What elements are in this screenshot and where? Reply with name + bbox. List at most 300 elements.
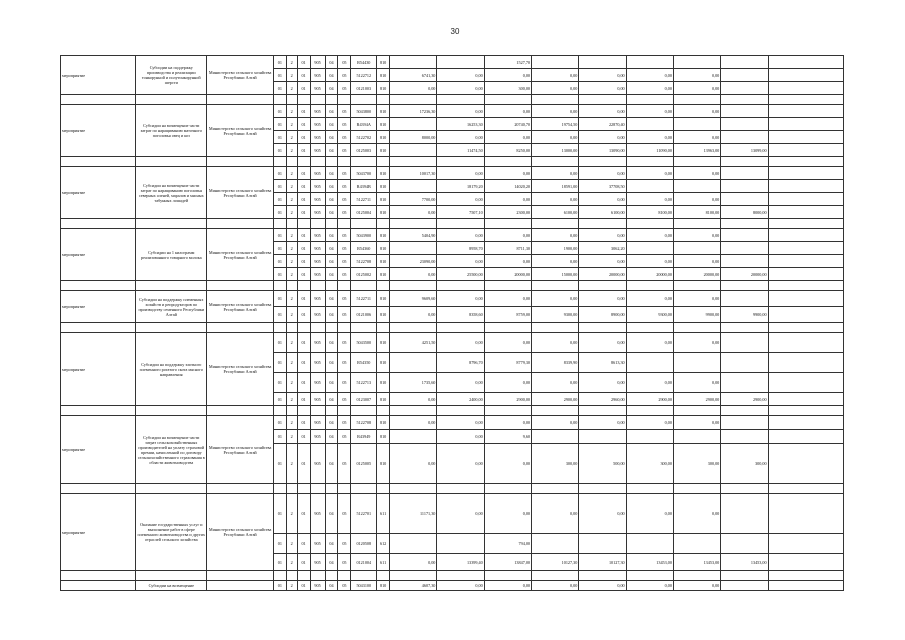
budget-code-cell: 905 (310, 307, 325, 323)
budget-code-cell: 05 (338, 353, 351, 373)
empty-cell (207, 157, 274, 167)
amount-cell (768, 131, 843, 144)
amount-cell: 0,00 (626, 131, 673, 144)
amount-cell (437, 56, 484, 69)
amount-cell: 0,00 (579, 229, 626, 242)
empty-cell (136, 219, 207, 229)
amount-cell (626, 430, 673, 444)
budget-code-cell: 04 (325, 554, 338, 571)
budget-code-cell: 905 (310, 534, 325, 554)
budget-code-cell: 905 (310, 242, 325, 255)
measure-name-cell: Субсидии на 1 килограмм реализованного товарного молока (136, 229, 207, 281)
budget-code-cell: 810 (377, 167, 390, 180)
empty-cell (61, 406, 136, 416)
empty-cell (377, 281, 390, 291)
amount-cell (768, 430, 843, 444)
empty-cell (768, 219, 843, 229)
amount-cell: 0,00 (532, 373, 579, 393)
budget-code-cell: 01 (297, 180, 310, 193)
amount-cell: 20000,00 (673, 268, 720, 281)
amount-cell: 0,00 (532, 291, 579, 307)
executor-cell: Министерство сельского хозяйства Республики Алтай (207, 229, 274, 281)
amount-cell (768, 180, 843, 193)
budget-code-cell: 905 (310, 444, 325, 484)
amount-cell (626, 118, 673, 131)
budget-code-cell: 2 (286, 416, 297, 430)
empty-cell (437, 281, 484, 291)
budget-code-cell: 810 (377, 333, 390, 353)
empty-cell (286, 323, 297, 333)
amount-cell: 0,00 (532, 105, 579, 118)
budget-code-cell: 01 (297, 69, 310, 82)
budget-code-cell: 01 (297, 291, 310, 307)
budget-code-cell: 01 (273, 255, 286, 268)
budget-code-cell: 0125005 (351, 444, 377, 484)
empty-cell (351, 219, 377, 229)
empty-cell (297, 484, 310, 494)
measure-type-cell: мероприятие (61, 105, 136, 157)
budget-code-cell: 2 (286, 180, 297, 193)
empty-cell (768, 323, 843, 333)
empty-cell (310, 571, 325, 581)
budget-code-cell: 810 (377, 193, 390, 206)
table-row (61, 291, 844, 307)
amount-cell: 0,00 (579, 373, 626, 393)
empty-cell (721, 406, 768, 416)
budget-code-cell: 01 (273, 444, 286, 484)
empty-cell (484, 157, 531, 167)
amount-cell (673, 242, 720, 255)
amount-cell: 13453,00 (673, 554, 720, 571)
budget-code-cell: 05 (338, 193, 351, 206)
amount-cell: 300,00 (484, 82, 531, 95)
empty-cell (207, 406, 274, 416)
budget-code-cell: 810 (377, 307, 390, 323)
amount-cell: 0,00 (437, 69, 484, 82)
budget-code-cell: 05 (338, 291, 351, 307)
amount-cell (390, 430, 437, 444)
budget-code-cell: 04 (325, 581, 338, 591)
amount-cell: 0,00 (673, 581, 720, 591)
amount-cell: 0,00 (437, 255, 484, 268)
budget-code-cell: 05 (338, 333, 351, 353)
measure-type-cell: мероприятие (61, 56, 136, 95)
empty-cell (377, 484, 390, 494)
amount-cell: 0,00 (673, 291, 720, 307)
block-separator-row (61, 484, 844, 494)
budget-code-cell: 01 (273, 118, 286, 131)
budget-code-cell: 5043800 (351, 105, 377, 118)
empty-cell (626, 484, 673, 494)
budget-code-cell: 05 (338, 393, 351, 406)
empty-cell (286, 571, 297, 581)
empty-cell (338, 219, 351, 229)
block-separator-row (61, 323, 844, 333)
amount-cell (673, 180, 720, 193)
budget-code-cell: 905 (310, 229, 325, 242)
empty-cell (351, 95, 377, 105)
budget-code-cell: 01 (297, 131, 310, 144)
table-body (61, 56, 844, 591)
budget-code-cell: 01 (297, 430, 310, 444)
empty-cell (377, 406, 390, 416)
budget-code-cell: 04 (325, 82, 338, 95)
budget-code-cell: 810 (377, 131, 390, 144)
amount-cell: 3062,20 (579, 242, 626, 255)
amount-cell: 0,00 (579, 291, 626, 307)
budget-code-cell: 810 (377, 444, 390, 484)
amount-cell: 0,00 (532, 581, 579, 591)
empty-cell (390, 95, 437, 105)
empty-cell (297, 95, 310, 105)
amount-cell: 0,00 (437, 291, 484, 307)
budget-code-cell: 05 (338, 444, 351, 484)
amount-cell: 37708,50 (579, 180, 626, 193)
empty-cell (437, 157, 484, 167)
empty-cell (338, 571, 351, 581)
empty-cell (673, 571, 720, 581)
empty-cell (273, 95, 286, 105)
amount-cell: 0,00 (484, 167, 531, 180)
amount-cell (721, 430, 768, 444)
empty-cell (325, 484, 338, 494)
amount-cell: 2900,00 (532, 393, 579, 406)
budget-code-cell: 01 (297, 144, 310, 157)
amount-cell (768, 242, 843, 255)
budget-code-cell: 01 (273, 307, 286, 323)
amount-cell (721, 193, 768, 206)
amount-cell: 20000,00 (721, 268, 768, 281)
amount-cell (579, 430, 626, 444)
empty-cell (310, 323, 325, 333)
empty-cell (437, 95, 484, 105)
empty-cell (351, 406, 377, 416)
amount-cell: 0,00 (579, 255, 626, 268)
budget-code-cell: 01 (273, 534, 286, 554)
measure-name-cell: Субсидии на поддержку племенных хозяйств и репродукторов по производству семенного Республики Алтай (136, 291, 207, 323)
budget-code-cell: 2 (286, 291, 297, 307)
empty-cell (768, 95, 843, 105)
amount-cell: 300,00 (673, 444, 720, 484)
amount-cell: 0,00 (532, 255, 579, 268)
budget-code-cell: 04 (325, 353, 338, 373)
empty-cell (626, 323, 673, 333)
budget-code-cell: 905 (310, 167, 325, 180)
budget-code-cell: 905 (310, 291, 325, 307)
budget-code-cell: 0121003 (351, 82, 377, 95)
budget-code-cell: 05 (338, 206, 351, 219)
budget-code-cell: 2 (286, 229, 297, 242)
amount-cell (673, 353, 720, 373)
budget-code-cell: 2 (286, 131, 297, 144)
budget-code-cell: R4394B (351, 180, 377, 193)
budget-code-cell: R4394A (351, 118, 377, 131)
amount-cell (721, 291, 768, 307)
budget-code-cell: 905 (310, 430, 325, 444)
amount-cell: 13399,40 (437, 554, 484, 571)
budget-code-cell: 2 (286, 333, 297, 353)
empty-cell (286, 281, 297, 291)
amount-cell (768, 268, 843, 281)
budget-code-cell: 810 (377, 180, 390, 193)
budget-code-cell: 04 (325, 242, 338, 255)
amount-cell: 0,00 (437, 193, 484, 206)
amount-cell (768, 69, 843, 82)
budget-code-cell: 905 (310, 353, 325, 373)
amount-cell: 9900,00 (721, 307, 768, 323)
amount-cell: 0,00 (626, 82, 673, 95)
empty-cell (273, 281, 286, 291)
amount-cell (673, 534, 720, 554)
budget-code-cell: 905 (310, 333, 325, 353)
table-row (61, 416, 844, 430)
amount-cell (768, 82, 843, 95)
block-separator-row (61, 406, 844, 416)
empty-cell (390, 219, 437, 229)
measure-type-cell: мероприятие (61, 333, 136, 406)
empty-cell (626, 281, 673, 291)
budget-code-cell: 5043100 (351, 581, 377, 591)
amount-cell: 4607,30 (390, 581, 437, 591)
budget-code-cell: 01 (273, 105, 286, 118)
amount-cell: 2900,00 (673, 393, 720, 406)
amount-cell (721, 581, 768, 591)
empty-cell (721, 219, 768, 229)
budget-code-cell: 01 (297, 82, 310, 95)
budget-code-cell: 905 (310, 69, 325, 82)
empty-cell (437, 406, 484, 416)
empty-cell (325, 281, 338, 291)
budget-code-cell: 01 (297, 333, 310, 353)
budget-code-cell: 04 (325, 494, 338, 534)
amount-cell: 22870,40 (579, 118, 626, 131)
empty-cell (273, 571, 286, 581)
empty-cell (768, 157, 843, 167)
amount-cell (721, 167, 768, 180)
budget-code-cell: 01 (297, 242, 310, 255)
empty-cell (721, 484, 768, 494)
amount-cell: 300,00 (626, 444, 673, 484)
empty-cell (136, 157, 207, 167)
empty-cell (721, 157, 768, 167)
amount-cell: 13847,00 (484, 554, 531, 571)
budget-code-cell: 01 (273, 373, 286, 393)
empty-cell (579, 95, 626, 105)
amount-cell (579, 56, 626, 69)
table-row (61, 229, 844, 242)
budget-code-cell: 01 (297, 494, 310, 534)
amount-cell (768, 554, 843, 571)
empty-cell (297, 323, 310, 333)
measure-name-cell: Субсидии на возмещение части затрат по наращиванию маточного поголовья овец и коз (136, 105, 207, 157)
budget-code-cell: 5122702 (351, 131, 377, 144)
page-number: 30 (450, 27, 460, 36)
empty-cell (273, 484, 286, 494)
amount-cell: 0,00 (626, 69, 673, 82)
budget-code-cell: 2 (286, 69, 297, 82)
empty-cell (273, 219, 286, 229)
empty-cell (286, 406, 297, 416)
amount-cell: 8796,70 (437, 353, 484, 373)
budget-code-cell: 905 (310, 206, 325, 219)
amount-cell: 0,00 (390, 268, 437, 281)
amount-cell: 0,00 (673, 105, 720, 118)
empty-cell (310, 95, 325, 105)
amount-cell: 1527,70 (484, 56, 531, 69)
measure-type-cell: мероприятие (61, 167, 136, 219)
empty-cell (579, 157, 626, 167)
budget-code-cell: 905 (310, 180, 325, 193)
empty-cell (61, 281, 136, 291)
amount-cell: 8358,60 (437, 307, 484, 323)
amount-cell: 0,00 (484, 193, 531, 206)
budget-code-cell: 0125002 (351, 268, 377, 281)
amount-cell: 5404,90 (390, 229, 437, 242)
budget-code-cell: 810 (377, 206, 390, 219)
amount-cell: 8900,00 (579, 307, 626, 323)
amount-cell (768, 291, 843, 307)
budget-code-cell: 05 (338, 416, 351, 430)
empty-cell (61, 323, 136, 333)
amount-cell: 0,00 (437, 373, 484, 393)
executor-cell: Министерство сельского хозяйства Республики Алтай (207, 333, 274, 406)
budget-code-cell: 0121004 (351, 554, 377, 571)
amount-cell: 0,00 (579, 333, 626, 353)
amount-cell: 0,00 (673, 416, 720, 430)
empty-cell (273, 406, 286, 416)
empty-cell (626, 571, 673, 581)
amount-cell: 0,00 (532, 82, 579, 95)
amount-cell: 0,00 (673, 82, 720, 95)
empty-cell (721, 571, 768, 581)
amount-cell (721, 118, 768, 131)
amount-cell: 1735,60 (390, 373, 437, 393)
budget-code-cell: 01 (297, 118, 310, 131)
amount-cell: 2960,00 (579, 393, 626, 406)
empty-cell (377, 571, 390, 581)
amount-cell (721, 56, 768, 69)
budget-code-cell: 810 (377, 255, 390, 268)
budget-code-cell: 2 (286, 581, 297, 591)
empty-cell (532, 323, 579, 333)
empty-cell (532, 484, 579, 494)
budget-code-cell: 05 (338, 118, 351, 131)
budget-code-cell: 01 (273, 193, 286, 206)
amount-cell (768, 444, 843, 484)
amount-cell: 0,00 (437, 82, 484, 95)
amount-cell (721, 229, 768, 242)
amount-cell (768, 56, 843, 69)
amount-cell: 0,00 (390, 554, 437, 571)
empty-cell (310, 406, 325, 416)
amount-cell: 0,00 (484, 444, 531, 484)
empty-cell (721, 95, 768, 105)
budget-code-cell: 05 (338, 144, 351, 157)
amount-cell (721, 255, 768, 268)
budget-code-cell: 810 (377, 416, 390, 430)
amount-cell (721, 494, 768, 534)
amount-cell: 0,00 (484, 131, 531, 144)
budget-code-cell: 05 (338, 56, 351, 69)
budget-code-cell: 611 (377, 494, 390, 534)
budget-code-cell: 01 (273, 242, 286, 255)
amount-cell: 0,00 (579, 416, 626, 430)
amount-cell: 0,00 (532, 69, 579, 82)
budget-code-cell: 0123007 (351, 393, 377, 406)
empty-cell (351, 484, 377, 494)
empty-cell (532, 95, 579, 105)
budget-code-cell: 01 (297, 105, 310, 118)
empty-cell (437, 484, 484, 494)
amount-cell: 0,00 (673, 333, 720, 353)
budget-code-cell: 01 (273, 82, 286, 95)
budget-code-cell: 05 (338, 581, 351, 591)
budget-code-cell: 01 (273, 69, 286, 82)
budget-code-cell: 2 (286, 56, 297, 69)
amount-cell: 0,00 (437, 416, 484, 430)
block-separator-row (61, 157, 844, 167)
budget-code-cell: 2 (286, 373, 297, 393)
amount-cell (768, 144, 843, 157)
amount-cell (768, 534, 843, 554)
empty-cell (377, 323, 390, 333)
executor-cell: Министерство сельского хозяйства Республики Алтай (207, 291, 274, 323)
budget-code-cell: 05 (338, 554, 351, 571)
amount-cell: 0,00 (579, 105, 626, 118)
budget-code-cell: 01 (297, 56, 310, 69)
block-separator-row (61, 281, 844, 291)
amount-cell: 0,00 (626, 373, 673, 393)
budget-code-cell: 05 (338, 167, 351, 180)
budget-code-cell: R43949 (351, 430, 377, 444)
amount-cell: 0,00 (626, 333, 673, 353)
empty-cell (532, 219, 579, 229)
amount-cell: 8613,30 (579, 353, 626, 373)
amount-cell: 10127,30 (532, 554, 579, 571)
budget-code-cell: 611 (377, 554, 390, 571)
budget-code-cell: 04 (325, 131, 338, 144)
budget-code-cell: 905 (310, 56, 325, 69)
measure-name-cell: Субсидии на возмещение (136, 581, 207, 591)
amount-cell: 0,00 (673, 494, 720, 534)
budget-code-cell: 905 (310, 118, 325, 131)
budget-code-cell: 01 (273, 393, 286, 406)
amount-cell (768, 416, 843, 430)
amount-cell: 0,00 (390, 307, 437, 323)
amount-cell: 4251,50 (390, 333, 437, 353)
empty-cell (338, 484, 351, 494)
budget-code-cell: 04 (325, 268, 338, 281)
budget-code-cell: R54430 (351, 56, 377, 69)
budget-code-cell: 01 (273, 229, 286, 242)
budget-table (60, 55, 844, 591)
amount-cell (673, 430, 720, 444)
amount-cell: 0,00 (390, 82, 437, 95)
amount-cell (626, 180, 673, 193)
empty-cell (297, 406, 310, 416)
amount-cell: 10017,30 (390, 167, 437, 180)
budget-code-cell: 01 (273, 291, 286, 307)
amount-cell: 18591,00 (532, 180, 579, 193)
amount-cell: 8250,00 (484, 144, 531, 157)
amount-cell: 0,00 (437, 494, 484, 534)
amount-cell (721, 534, 768, 554)
empty-cell (351, 571, 377, 581)
empty-cell (207, 484, 274, 494)
empty-cell (673, 95, 720, 105)
budget-code-cell: 905 (310, 268, 325, 281)
amount-cell: 15000,00 (532, 268, 579, 281)
